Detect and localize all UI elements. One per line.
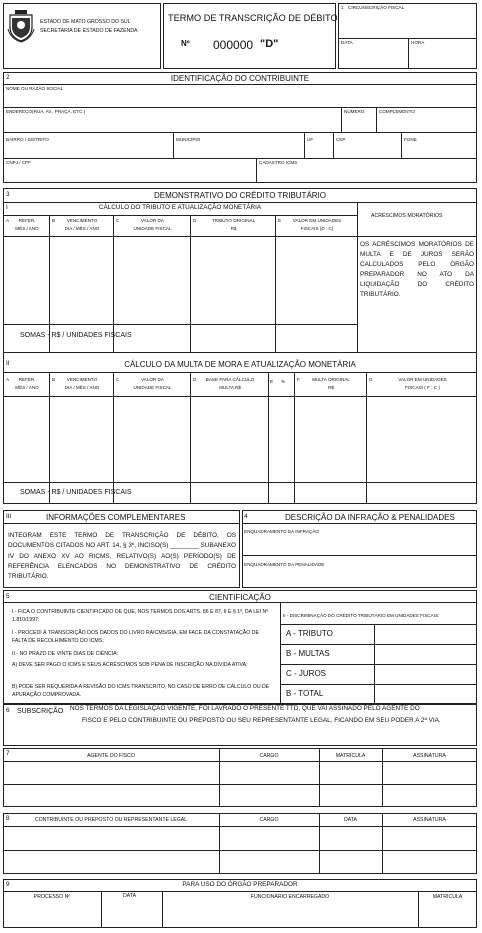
accruals-text: OS ACRÉSCIMOS MORATÓRIOS DE MULTA E DE JUROS SERÃO CALCULADOS PELO ÓRGÃO PREPARADOR NO ATO DA LIQUIDAÇÃO DO CRÉDITO TRIBUTÁRIO. [360, 241, 474, 298]
p1-col-b-line2: DIA / MÊS / ANO [64, 226, 100, 231]
contributor-name-field-1[interactable] [5, 828, 217, 848]
credit-row-total: B - TOTAL [286, 689, 324, 698]
contributor-date-field-1[interactable] [321, 828, 380, 848]
p2-fiscal-unit-field[interactable] [115, 399, 188, 479]
name-field[interactable] [6, 94, 474, 105]
p2-col-c-line1: VALOR DA [141, 377, 164, 382]
p2-col-a-line1: REFER. [18, 377, 36, 382]
section-7-number: 7 [6, 750, 10, 757]
subscription-text-2: FISCO E PELO CONTRIBUINTE OU PREPOSTO OU SEU REPRESENTANTE LEGAL, FICANDO EM SEU PODER A 2ª VIA. [82, 717, 441, 724]
uf-field[interactable] [307, 145, 331, 157]
p1-col-b-letter: B [52, 218, 56, 223]
credit-discrimination-label: II - DISCRIMINAÇÃO DO CRÉDITO TRIBUTÁRIO EM UNIDADES FISCAIS: [283, 613, 440, 618]
cert-item-1: I - FICA O CONTRIBUINTE CIENTIFICADO DE QUE, NOS TERMOS DOS ARTS. 86 E 87, II E § 1º, DA LEI Nº 1.810/1997: [12, 609, 269, 624]
p1-value-units-field[interactable] [277, 239, 355, 321]
agent-signature-field-1[interactable] [384, 763, 475, 782]
p1-refer-field[interactable] [5, 239, 47, 321]
p2-col-d-letter: D [193, 377, 197, 382]
agent-registration-field-1[interactable] [321, 763, 380, 782]
p2-sums-label: SOMAS - R$ / UNIDADES FISCAIS [20, 489, 132, 496]
p2-col-f-letter: F [297, 377, 300, 382]
p1-col-c-letter: C [116, 218, 120, 223]
section-2-number: 2 [6, 74, 10, 81]
contributor-signature-field-2[interactable] [384, 852, 475, 872]
district-field[interactable] [6, 145, 172, 157]
address-label: ENDEREÇO(RUA, AV., PRAÇA, ETC.) [6, 109, 86, 114]
agent-col-registration: MATRÍCULA [335, 753, 366, 759]
part-2-roman: II [6, 360, 10, 367]
date-label: DATA [341, 40, 353, 45]
cnpj-label: CNPJ / CPF [6, 160, 32, 165]
form-series: "D" [260, 38, 279, 50]
section-5-title: CIENTIFICAÇÃO [209, 593, 271, 602]
subscription-text-1: NOS TERMOS DA LEGISLAÇÃO VIGENTE, FOI LAVRADO O PRESENTE TTD, QUE VAI ASSINADO PELO AGENTE DO [70, 705, 420, 712]
preparer-date-field[interactable] [103, 903, 160, 925]
part-2-title: CÁLCULO DA MULTA DE MORA E ATUALIZAÇÃO MONETÁRIA [124, 360, 356, 369]
city-label: MUNICÍPIO [176, 137, 201, 142]
district-label: BAIRRO / DISTRITO [6, 137, 49, 142]
agent-col-name: AGENTE DO FISCO [87, 753, 135, 759]
part-1-roman: I [6, 204, 8, 211]
preparer-registration-field[interactable] [420, 903, 475, 925]
uf-label: UF [307, 137, 314, 142]
credit-tax-field[interactable] [377, 626, 474, 642]
p1-col-d-letter: D [193, 218, 197, 223]
p2-original-fine-field[interactable] [296, 399, 364, 479]
p2-value-units-field[interactable] [368, 399, 475, 479]
state-name: ESTADO DE MATO GROSSO DO SUL [40, 19, 131, 25]
penalty-label: ENQUADRAMENTO DA PENALIDADE [244, 562, 325, 567]
contributor-date-field-2[interactable] [321, 852, 380, 872]
section-9-title: PARA USO DO ÓRGÃO PREPARADOR [182, 881, 298, 888]
p1-col-e-line1: VALOR EM UNIDADES [292, 218, 342, 223]
section-8-number: 8 [6, 815, 10, 822]
section-5-number: 5 [6, 593, 10, 600]
employee-field[interactable] [164, 903, 416, 925]
credit-fines-field[interactable] [377, 646, 474, 662]
p1-col-a-line2: MÊS / ANO [15, 226, 39, 231]
section-3-number: 3 [6, 191, 10, 198]
section-4-title: DESCRIÇÃO DA INFRAÇÃO & PENALIDADES [285, 513, 455, 522]
contributor-col-signature: ASSINATURA [413, 817, 446, 823]
contributor-name-field-2[interactable] [5, 852, 217, 872]
number-field-label: NÚMERO [344, 109, 365, 114]
agent-name-field-2[interactable] [5, 786, 217, 805]
p1-col-d-line1: TRIBUTO ORIGINAL [211, 218, 256, 223]
cert-item-3: II - NO PRAZO DE VINTE DIAS DE CIÊNCIA: [12, 651, 119, 657]
icms-label: CADASTRO ICMS [259, 160, 298, 165]
section-9-number: 9 [6, 881, 10, 888]
p2-col-b-letter: B [52, 377, 56, 382]
section-6-label: SUBSCRIÇÃO [17, 708, 64, 715]
contributor-role-field-2[interactable] [221, 852, 317, 872]
cert-item-2: I - PROCEDI À TRANSCRIÇÃO DOS DADOS DO LIVRO RAICMS/GIA, EM FACE DA CONSTATAÇÃO DE FALTA DE RECOLHIMENTO DO ICMS; [12, 630, 259, 645]
credit-row-interest: C - JUROS [286, 669, 326, 678]
contributor-col-name: CONTRIBUINTE OU PREPOSTO OU REPRESENTANTE LEGAL [34, 817, 188, 823]
p1-col-c-line1: VALOR DA [141, 218, 164, 223]
circumscription-field[interactable] [341, 16, 474, 34]
contributor-col-role: CARGO [259, 817, 279, 823]
p1-due-date-field[interactable] [51, 239, 111, 321]
p2-col-f-line1: MULTA ORIGINAL [312, 377, 350, 382]
agent-signature-field-2[interactable] [384, 786, 475, 805]
credit-row-fines: B - MULTAS [286, 649, 330, 658]
credit-total-field[interactable] [377, 686, 474, 702]
agent-role-field-2[interactable] [221, 786, 317, 805]
address-number-field[interactable] [344, 118, 374, 130]
accruals-title: ACRÉSCIMOS MORATÓRIOS [371, 213, 443, 219]
form-number: 000000 [213, 38, 254, 52]
p2-col-g-line2: FISCAIS ( F : C ) [405, 385, 440, 390]
preparer-col-employee: FUNCIONÁRIO ENCARREGADO [250, 894, 330, 900]
p2-col-c-letter: C [116, 377, 120, 382]
cep-field[interactable] [336, 145, 400, 157]
state-coat-of-arms-icon [7, 9, 35, 43]
date-field[interactable] [341, 49, 405, 67]
time-label: HORA [411, 40, 425, 45]
p1-original-tax-field[interactable] [192, 239, 273, 321]
part-3-roman: III [6, 513, 12, 520]
complement-label: COMPLEMENTO [379, 109, 415, 114]
p2-col-g-letter: G [369, 377, 373, 382]
p2-col-e-letter: E [270, 379, 274, 384]
p2-col-a-letter: A [6, 377, 10, 382]
p2-refer-field[interactable] [5, 399, 47, 479]
time-field[interactable] [411, 49, 475, 67]
p2-col-f-line2: R$ [328, 385, 334, 390]
p2-col-b-line1: VENCIMENTO [66, 377, 98, 382]
cep-label: CEP [336, 137, 346, 142]
address-field[interactable] [6, 118, 339, 130]
number-label: Nº [181, 39, 190, 48]
part-3-title: INFORMAÇÕES COMPLEMENTARES [46, 513, 186, 522]
phone-label: FONE [404, 137, 417, 142]
p2-col-d-line1: BASE PARA CÁLCULO [205, 377, 255, 382]
p1-col-b-line1: VENCIMENTO [66, 218, 98, 223]
credit-interest-field[interactable] [377, 666, 474, 682]
p1-sums-label: SOMAS - R$ / UNIDADES FISCAIS [20, 332, 132, 339]
p2-percent-field[interactable] [270, 399, 292, 479]
section-6-number: 6 [6, 707, 10, 714]
p1-col-d-line2: R$ [230, 226, 237, 231]
form-title: TERMO DE TRANSCRIÇÃO DE DÉBITO [168, 13, 338, 23]
complement-field[interactable] [379, 118, 475, 130]
agent-registration-field-2[interactable] [321, 786, 380, 805]
cert-item-4: A) DEVE SER PAGO O ICMS E SEUS ACRÉSCIMOS SOB PENA DE INSCRIÇÃO NA DÍVIDA ATIVA; [12, 662, 248, 668]
penalty-field[interactable] [244, 570, 474, 586]
p2-col-c-line2: UNIDADE FISCAL [133, 385, 172, 390]
p1-col-a-line1: REFER. [18, 218, 36, 223]
p1-col-a-letter: A [6, 218, 10, 223]
section-4-number: 4 [244, 513, 248, 520]
p1-col-e-line2: FISCAIS (D : C) [300, 226, 334, 231]
box1-number: 1 [341, 5, 344, 10]
preparer-col-date: DATA [123, 893, 137, 899]
part-3-text: INTEGRAM ESTE TERMO DE TRANSCRIÇÃO DE DÉBITO, OS DOCUMENTOS CITADOS NO ART. 14, § 3º, INCISO(S) ________ SUBANEXO IV DO ANEXO XV AO RICMS, RELATIVO(S) AO(S) PERÍODO(S) DE REFERÊNCIA ELENCADOS NO DEMONSTRATIVO DE CRÉDITO TRIBUTÁRIO. [8, 532, 236, 580]
infraction-field[interactable] [244, 537, 474, 553]
phone-field[interactable] [404, 145, 475, 157]
p2-due-date-field[interactable] [51, 399, 111, 479]
part-1-title: CÁLCULO DO TRIBUTO E ATUALIZAÇÃO MONETÁRIA [98, 204, 262, 211]
p1-col-e-letter: E [278, 218, 282, 223]
section-3-title: DEMONSTRATIVO DO CRÉDITO TRIBUTÁRIO [153, 191, 326, 200]
contributor-role-field-1[interactable] [221, 828, 317, 848]
p1-fiscal-unit-field[interactable] [115, 239, 188, 321]
cert-item-5: B) PODE SER REQUERIDA A REVISÃO DO ICMS TRANSCRITO, NO CASO DE ERRO DE CÁLCULO OU DE APURAÇÃO COMPROVADA. [12, 684, 270, 699]
p2-col-e-line1: % [281, 379, 286, 384]
preparer-col-registration: MATRÍCULA [432, 894, 463, 900]
agent-name-field-1[interactable] [5, 763, 217, 782]
contributor-col-date: DATA [343, 817, 358, 823]
name-label: NOME OU RAZÃO SOCIAL [6, 86, 64, 91]
process-number-field[interactable] [5, 903, 99, 925]
secretariat-name: SECRETARIA DE ESTADO DE FAZENDA [40, 28, 138, 34]
agent-col-role: CARGO [259, 753, 279, 759]
p1-col-c-line2: UNIDADE FISCAL [133, 226, 172, 231]
p2-col-a-line2: MÊS / ANO [15, 385, 39, 390]
icms-field[interactable] [259, 168, 475, 181]
section-2-title: IDENTIFICAÇÃO DO CONTRIBUINTE [170, 74, 310, 83]
city-field[interactable] [176, 145, 302, 157]
p2-base-field[interactable] [192, 399, 266, 479]
agent-col-signature: ASSINATURA [413, 753, 446, 759]
agent-role-field-1[interactable] [221, 763, 317, 782]
p2-col-b-line2: DIA / MÊS / ANO [64, 385, 100, 390]
cnpj-field[interactable] [6, 168, 254, 181]
credit-row-tax: A - TRIBUTO [286, 629, 333, 638]
contributor-signature-field-1[interactable] [384, 828, 475, 848]
preparer-col-process: PROCESSO Nº [33, 894, 71, 900]
p2-col-g-line1: VALOR EM UNIDADES [398, 377, 447, 382]
p2-col-d-line2: MULTA R$ [219, 385, 241, 390]
infraction-label: ENQUADRAMENTO DA INFRAÇÃO [244, 529, 319, 534]
circumscription-label: CIRCUNSCRIÇÃO FISCAL [348, 5, 405, 10]
